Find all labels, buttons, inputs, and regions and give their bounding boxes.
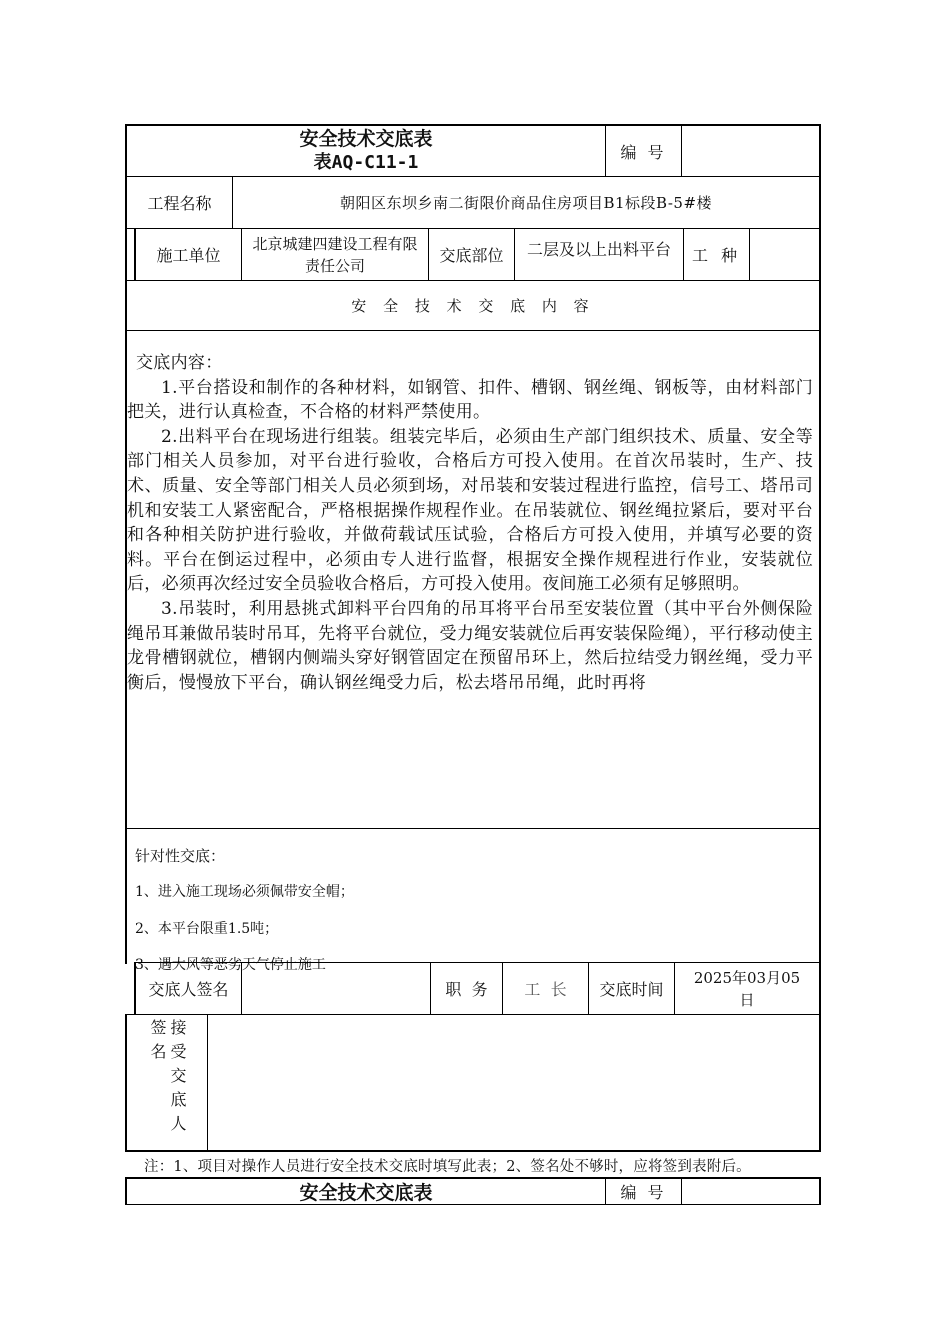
receiver-label: 接受交底人签名 xyxy=(148,1019,187,1139)
position-label: 职 务 xyxy=(445,980,488,999)
targeted-item-3: 3、遇大风等恶劣天气停止施工 xyxy=(135,957,326,973)
receiver-signature-area[interactable] xyxy=(208,1015,819,1150)
targeted-item-2: 2、本平台限重1.5吨； xyxy=(135,921,279,937)
unit-label: 施工单位 xyxy=(156,246,221,265)
time-label: 交底时间 xyxy=(599,980,664,999)
footer-title: 安全技术交底表 xyxy=(299,1182,433,1204)
time-value: 2025年03月05日 xyxy=(693,968,801,1009)
project-label: 工程名称 xyxy=(147,194,212,213)
footer-number-field[interactable] xyxy=(682,1179,819,1204)
content-paragraph-2: 2.出料平台在现场进行组装。组装完毕后，必须由生产部门组织技术、质量、安全等部门相关人员参加，对平台进行验收，合格后方可投入使用。在首次吊装时，生产、技术、质量、安全等部门相关人员必须到场，对吊装和安装过程进行监控，信号工、塔吊司机和安装工人紧密配合，严格根据操作规程作业。在吊装就位、钢丝绳拉紧后，要对平台和各种相关防护进行验收，并做荷载试压试验，合格后方可投入使用，并填写必要的资料。平台在倒运过程中，必须由专人进行监督，根据安全操作规程进行作业，安装就位后，必须再次经过安全员验收合格后，方可投入使用。夜间施工必须有足够照明。 xyxy=(127,426,813,595)
unit-value: 北京城建四建设工程有限责任公司 xyxy=(252,234,418,275)
number-field[interactable] xyxy=(682,126,819,176)
number-label: 编 号 xyxy=(620,142,667,162)
receiver-label-box xyxy=(127,1016,207,1150)
section-title: 安 全 技 术 交 底 内 容 xyxy=(351,297,595,315)
project-value: 朝阳区东坝乡南二街限价商品住房项目B1标段B-5#楼 xyxy=(339,194,713,212)
content-paragraph-1: 1.平台搭设和制作的各种材料，如钢管、扣件、槽钢、钢丝绳、钢板等，由材料部门把关，进行认真检查，不合格的材料严禁使用。 xyxy=(127,377,813,423)
targeted-item-1: 1、进入施工现场必须佩带安全帽； xyxy=(135,884,354,900)
content-paragraph-3: 3.吊装时，利用悬挑式卸料平台四角的吊耳将平台吊至安装位置（其中平台外侧保险绳吊耳兼做吊装时吊耳，先将平台就位，受力绳安装就位后再安装保险绳），平行移动使主龙骨槽钢就位，槽钢内侧端头穿好钢管固定在预留吊环上，然后拉结受力钢丝绳，受力平衡后，慢慢放下平台，确认钢丝绳受力后，松去塔吊吊绳，此时再将 xyxy=(127,598,813,693)
targeted-title: 针对性交底： xyxy=(135,847,226,865)
form-code: 表AQ-C11-1 xyxy=(313,152,419,173)
signer-field[interactable] xyxy=(242,963,430,1014)
position-value: 工 长 xyxy=(524,980,567,999)
footnote: 注：1、项目对操作人员进行安全技术交底时填写此表；2、签名处不够时，应将签到表附后。 xyxy=(144,1159,751,1175)
form-title xyxy=(127,126,605,176)
form-title-main: 安全技术交底表 xyxy=(299,128,433,150)
content-body xyxy=(127,351,813,695)
content-intro: 交底内容： xyxy=(136,353,223,373)
trade-label: 工 种 xyxy=(691,246,742,265)
trade-value[interactable] xyxy=(750,229,819,280)
footer-number-label: 编 号 xyxy=(620,1183,667,1202)
part-value: 二层及以上出料平台 xyxy=(526,239,671,259)
part-label: 交底部位 xyxy=(439,246,504,265)
targeted-section xyxy=(127,829,819,973)
signer-label: 交底人签名 xyxy=(148,980,229,999)
